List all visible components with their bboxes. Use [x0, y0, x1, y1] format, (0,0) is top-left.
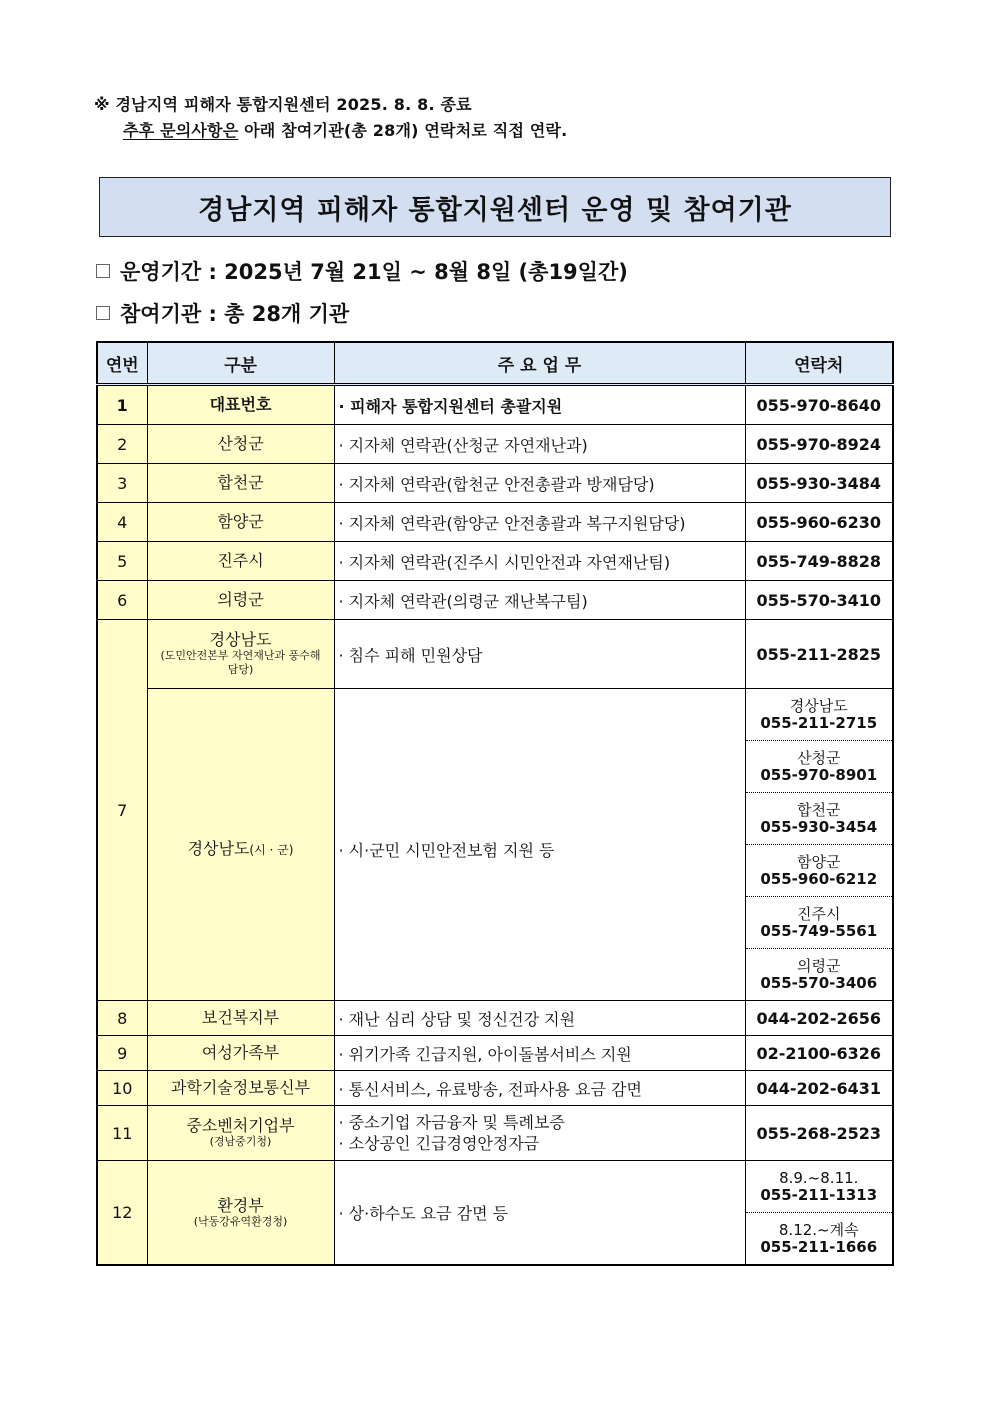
- row-task: · 상·하수도 요금 감면 등: [334, 1161, 745, 1266]
- agencies-text: 참여기관 : 총 28개 기관: [120, 302, 350, 326]
- row-task: · 시·군민 시민안전보험 지원 등: [334, 689, 745, 1001]
- notice-line-1: ※ 경남지역 피해자 통합지원센터 2025. 8. 8. 종료: [94, 95, 472, 114]
- contact-label: 합천군: [797, 800, 841, 819]
- period-text: 운영기간 : 2025년 7월 21일 ~ 8월 8일 (총19일간): [120, 260, 628, 284]
- contact-phone: 055-960-6212: [760, 869, 878, 888]
- contact-label: 함양군: [797, 852, 841, 871]
- row-category: 산청군: [147, 425, 334, 464]
- row-category: 여성가족부: [147, 1036, 334, 1071]
- row-task: · 피해자 통합지원센터 총괄지원: [334, 385, 745, 425]
- task-line: · 소상공인 긴급경영안정자금: [338, 1134, 540, 1153]
- row-task: · 통신서비스, 유료방송, 전파사용 요금 감면: [334, 1071, 745, 1106]
- row-phone: 055-930-3484: [745, 464, 893, 503]
- category-main: 환경부: [217, 1195, 264, 1215]
- row-phone: 044-202-6431: [745, 1071, 893, 1106]
- row-task: · 재난 심리 상담 및 정신건강 지원: [334, 1001, 745, 1036]
- row-category: 함양군: [147, 503, 334, 542]
- table-row: [97, 1001, 893, 1036]
- row-task: · 지자체 연락관(함양군 안전총괄과 복구지원담당): [334, 503, 745, 542]
- row-no: 5: [97, 542, 147, 581]
- contact-label: 진주시: [797, 904, 841, 923]
- row-category: 의령군: [147, 581, 334, 620]
- row-category: [147, 1161, 334, 1266]
- notice-rest: 아래 참여기관(총 28개) 연락처로 직접 연락.: [238, 121, 568, 140]
- contact-label: 8.12.~계속: [778, 1220, 859, 1239]
- contact-label: 산청군: [797, 748, 841, 767]
- table-row: [97, 503, 893, 542]
- table-row: [97, 1036, 893, 1071]
- contact-phone: 055-570-3406: [760, 973, 878, 992]
- row-no: 1: [97, 385, 147, 425]
- row-phone-list: [745, 689, 893, 1001]
- contact-item: [746, 1161, 893, 1213]
- contact-item: [746, 949, 893, 1000]
- info-period: [96, 256, 628, 286]
- category-main: 경상남도: [209, 630, 272, 649]
- table-row: [97, 581, 893, 620]
- contact-item: [746, 741, 893, 793]
- row-no: 4: [97, 503, 147, 542]
- row-category: 대표번호: [147, 385, 334, 425]
- row-task: · 위기가족 긴급지원, 아이돌봄서비스 지원: [334, 1036, 745, 1071]
- contact-label: 의령군: [797, 956, 841, 975]
- row-category: [147, 1106, 334, 1161]
- row-task: [334, 1106, 745, 1161]
- row-phone-list: [745, 1161, 893, 1266]
- table-row: [97, 1161, 893, 1266]
- category-main: 경상남도: [187, 839, 250, 858]
- header-category: 구분: [147, 342, 334, 385]
- category-sub: (도민안전본부 자연재난과 풍수해담당): [160, 649, 321, 676]
- document-title: 경남지역 피해자 통합지원센터 운영 및 참여기관: [99, 177, 891, 237]
- row-no: 2: [97, 425, 147, 464]
- row-phone: 055-211-2825: [745, 620, 893, 689]
- contact-phone: 055-211-1666: [760, 1237, 878, 1256]
- row-no: 12: [97, 1161, 147, 1266]
- contact-item: [746, 845, 893, 897]
- row-phone: 044-202-2656: [745, 1001, 893, 1036]
- closure-notice: [94, 92, 567, 144]
- row-no: 10: [97, 1071, 147, 1106]
- checkbox-square-icon: [96, 264, 110, 278]
- table-row: [97, 425, 893, 464]
- row-no: 8: [97, 1001, 147, 1036]
- info-agencies: [96, 298, 349, 328]
- row-task: · 침수 피해 민원상담: [334, 620, 745, 689]
- row-task: · 지자체 연락관(의령군 재난복구팀): [334, 581, 745, 620]
- category-main: 중소벤처기업부: [186, 1116, 295, 1135]
- row-category: 진주시: [147, 542, 334, 581]
- contact-phone: 055-970-8901: [760, 765, 878, 784]
- row-task: · 지자체 연락관(산청군 자연재난과): [334, 425, 745, 464]
- checkbox-square-icon: [96, 306, 110, 320]
- contact-phone: 055-749-5561: [760, 921, 878, 940]
- row-phone: 055-570-3410: [745, 581, 893, 620]
- header-contact: 연락처: [745, 342, 893, 385]
- row-no: 6: [97, 581, 147, 620]
- row-phone: 055-970-8924: [745, 425, 893, 464]
- contact-phone: 055-930-3454: [760, 817, 878, 836]
- row-category: 보건복지부: [147, 1001, 334, 1036]
- table-row: [97, 620, 893, 689]
- row-no: 3: [97, 464, 147, 503]
- table-row: [97, 1106, 893, 1161]
- row-phone: 02-2100-6326: [745, 1036, 893, 1071]
- row-phone: 055-749-8828: [745, 542, 893, 581]
- contact-item: [746, 897, 893, 949]
- header-task: 주 요 업 무: [334, 342, 745, 385]
- task-line: · 중소기업 자금융자 및 특례보증: [338, 1113, 565, 1132]
- category-sub: (낙동강유역환경청): [193, 1214, 288, 1228]
- notice-line-2: [94, 118, 567, 144]
- row-no: 7: [97, 620, 147, 1001]
- row-no: 9: [97, 1036, 147, 1071]
- contact-item: [746, 689, 893, 741]
- table-row: [97, 1071, 893, 1106]
- row-category: [147, 689, 334, 1001]
- category-sub: (경남중기청): [209, 1135, 272, 1148]
- row-task: · 지자체 연락관(합천군 안전총괄과 방재담당): [334, 464, 745, 503]
- table-header-row: [97, 342, 893, 385]
- row-phone: 055-970-8640: [745, 385, 893, 425]
- table-row: [97, 542, 893, 581]
- table-row: [97, 689, 893, 1001]
- category-sub: (시 · 군): [249, 843, 294, 857]
- contact-phone: 055-211-2715: [760, 713, 878, 732]
- row-task: · 지자체 연락관(진주시 시민안전과 자연재난팀): [334, 542, 745, 581]
- row-category: 과학기술정보통신부: [147, 1071, 334, 1106]
- row-no: 11: [97, 1106, 147, 1161]
- header-no: 연번: [97, 342, 147, 385]
- contact-item: [746, 793, 893, 845]
- row-category: [147, 620, 334, 689]
- contact-item: [746, 1213, 893, 1264]
- table-row: [97, 385, 893, 425]
- notice-underlined: 추후 문의사항은: [123, 121, 239, 140]
- table-row: [97, 464, 893, 503]
- row-category: 합천군: [147, 464, 334, 503]
- contact-label: 경상남도: [789, 696, 848, 715]
- agency-table: [96, 341, 894, 1266]
- row-phone: 055-268-2523: [745, 1106, 893, 1161]
- contact-label: 8.9.~8.11.: [779, 1168, 859, 1187]
- row-phone: 055-960-6230: [745, 503, 893, 542]
- contact-phone: 055-211-1313: [760, 1185, 878, 1204]
